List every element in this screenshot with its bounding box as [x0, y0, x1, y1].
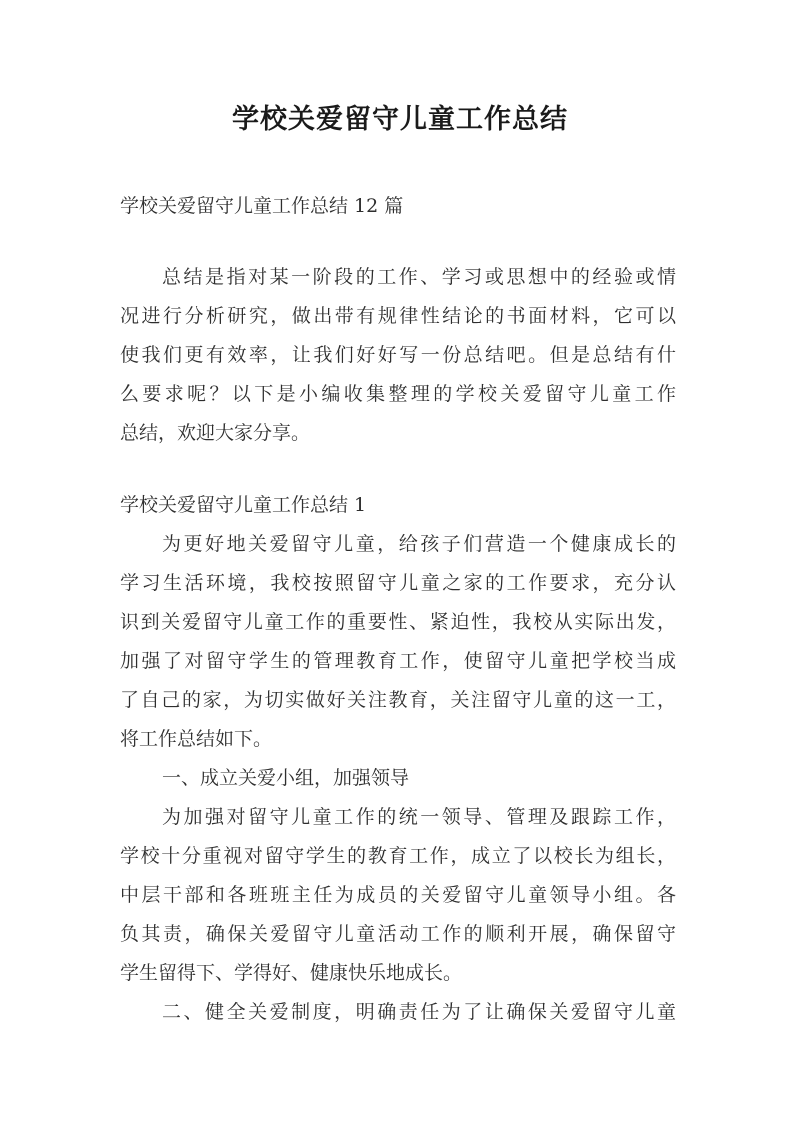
paragraph-line: 中层干部和各班班主任为成员的关爱留守儿童领导小组。各	[120, 884, 676, 906]
document-subtitle: 学校关爱留守儿童工作总结 12 篇	[120, 195, 404, 217]
item-heading: 一、成立关爱小组，加强领导	[162, 767, 410, 789]
paragraph-line: 学生留得下、学得好、健康快乐地成长。	[120, 962, 463, 984]
paragraph-line: 了自己的家，为切实做好关注教育，关注留守儿童的这一工，	[120, 689, 676, 711]
paragraph-line: 将工作总结如下。	[120, 728, 273, 750]
section-heading: 学校关爱留守儿童工作总结 1	[120, 494, 367, 516]
intro-line: 使我们更有效率，让我们好好写一份总结吧。但是总结有什	[120, 344, 676, 366]
intro-line: 总结，欢迎大家分享。	[120, 422, 311, 444]
paragraph-line: 为加强对留守儿童工作的统一领导、管理及跟踪工作，	[162, 806, 676, 828]
paragraph-line: 学校十分重视对留守学生的教育工作，成立了以校长为组长，	[120, 845, 676, 867]
intro-line: 总结是指对某一阶段的工作、学习或思想中的经验或情	[162, 266, 676, 288]
paragraph-line: 负其责，确保关爱留守儿童活动工作的顺利开展，确保留守	[120, 923, 676, 945]
paragraph-line: 学习生活环境，我校按照留守儿童之家的工作要求，充分认	[120, 572, 676, 594]
paragraph-line: 识到关爱留守儿童工作的重要性、紧迫性，我校从实际出发，	[120, 611, 676, 633]
intro-line: 况进行分析研究，做出带有规律性结论的书面材料，它可以	[120, 305, 676, 327]
intro-line: 么要求呢？以下是小编收集整理的学校关爱留守儿童工作	[120, 383, 676, 405]
item-heading: 二、健全关爱制度，明确责任为了让确保关爱留守儿童	[162, 1001, 676, 1023]
paragraph-line: 为更好地关爱留守儿童，给孩子们营造一个健康成长的	[162, 533, 676, 555]
paragraph-line: 加强了对留守学生的管理教育工作，使留守儿童把学校当成	[120, 650, 676, 672]
document-title: 学校关爱留守儿童工作总结	[232, 104, 568, 135]
